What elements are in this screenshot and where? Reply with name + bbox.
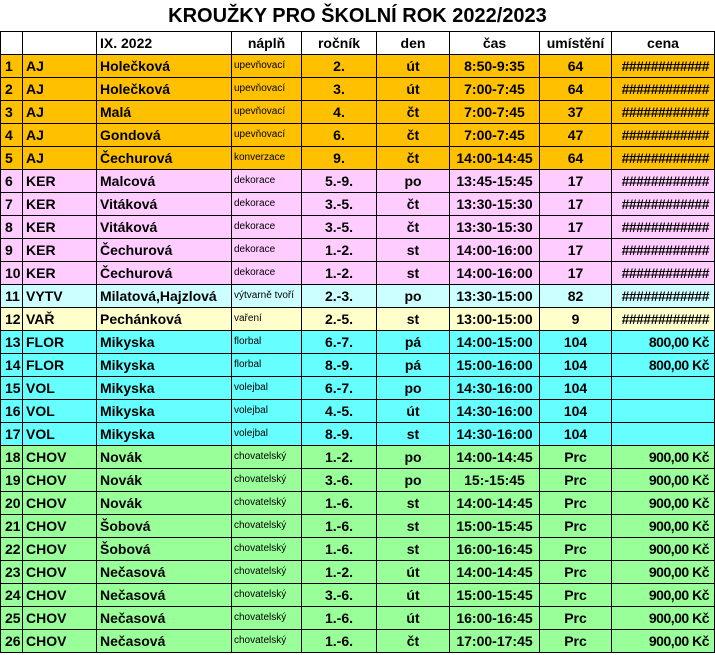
- cell-rocnik: 6.: [302, 124, 377, 147]
- cell-name: Mikyska: [97, 400, 232, 423]
- table-row: [1, 515, 715, 538]
- table-row: [1, 377, 715, 400]
- cell-rocnik: 4.-5.: [302, 400, 377, 423]
- cell-cas: 14:00-14:45: [450, 492, 540, 515]
- cell-cena: [612, 377, 715, 400]
- cell-cas: 14:30-16:00: [450, 377, 540, 400]
- cell-den: pá: [377, 331, 450, 354]
- cell-umisteni: Prc: [540, 446, 612, 469]
- cell-code: CHOV: [23, 584, 97, 607]
- cell-rocnik: 2.: [302, 55, 377, 78]
- cell-rocnik: 1.-6.: [302, 538, 377, 561]
- cell-code: CHOV: [23, 469, 97, 492]
- cell-num: 16: [1, 400, 23, 423]
- cell-cena: 900,00 Kč: [612, 561, 715, 584]
- cell-code: KER: [23, 170, 97, 193]
- cell-num: 14: [1, 354, 23, 377]
- cell-cena: 800,00 Kč: [612, 331, 715, 354]
- cell-rocnik: 1.-2.: [302, 561, 377, 584]
- cell-napln: dekorace: [232, 193, 302, 216]
- cell-num: 2: [1, 78, 23, 101]
- header-umisteni: umístění: [540, 32, 612, 55]
- cell-num: 9: [1, 239, 23, 262]
- cell-code: VYTV: [23, 285, 97, 308]
- header-name: IX. 2022: [97, 32, 232, 55]
- cell-name: Mikyska: [97, 354, 232, 377]
- cell-code: AJ: [23, 101, 97, 124]
- cell-napln: chovatelský: [232, 630, 302, 653]
- cell-cas: 15:-15:45: [450, 469, 540, 492]
- cell-den: út: [377, 55, 450, 78]
- cell-code: AJ: [23, 78, 97, 101]
- cell-name: Milatová,Hajzlová: [97, 285, 232, 308]
- cell-umisteni: Prc: [540, 607, 612, 630]
- cell-code: AJ: [23, 124, 97, 147]
- cell-num: 25: [1, 607, 23, 630]
- cell-cena: 900,00 Kč: [612, 515, 715, 538]
- cell-den: út: [377, 584, 450, 607]
- cell-name: Nečasová: [97, 561, 232, 584]
- cell-den: po: [377, 170, 450, 193]
- cell-den: út: [377, 400, 450, 423]
- cell-rocnik: 9.: [302, 147, 377, 170]
- cell-umisteni: 104: [540, 331, 612, 354]
- table-row: [1, 354, 715, 377]
- cell-napln: florbal: [232, 331, 302, 354]
- cell-code: VOL: [23, 423, 97, 446]
- cell-cena: [612, 423, 715, 446]
- cell-rocnik: 1.-2.: [302, 262, 377, 285]
- cell-num: 3: [1, 101, 23, 124]
- cell-cas: 13:30-15:00: [450, 285, 540, 308]
- cell-napln: chovatelský: [232, 584, 302, 607]
- table-row: [1, 55, 715, 78]
- cell-napln: dekorace: [232, 239, 302, 262]
- cell-den: st: [377, 538, 450, 561]
- cell-umisteni: Prc: [540, 561, 612, 584]
- cell-num: 13: [1, 331, 23, 354]
- cell-num: 5: [1, 147, 23, 170]
- cell-num: 17: [1, 423, 23, 446]
- cell-napln: florbal: [232, 354, 302, 377]
- cell-napln: volejbal: [232, 400, 302, 423]
- cell-napln: výtvarně tvoří: [232, 285, 302, 308]
- cell-napln: dekorace: [232, 170, 302, 193]
- cell-num: 6: [1, 170, 23, 193]
- cell-cas: 7:00-7:45: [450, 124, 540, 147]
- cell-rocnik: 4.: [302, 101, 377, 124]
- table-row: [1, 216, 715, 239]
- cell-num: 11: [1, 285, 23, 308]
- cell-name: Malcová: [97, 170, 232, 193]
- cell-cas: 14:00-16:00: [450, 239, 540, 262]
- cell-cena: 800,00 Kč: [612, 354, 715, 377]
- header-cas: čas: [450, 32, 540, 55]
- cell-cena: ############: [612, 239, 715, 262]
- table-row: [1, 285, 715, 308]
- cell-napln: dekorace: [232, 216, 302, 239]
- cell-name: Šobová: [97, 515, 232, 538]
- cell-cas: 8:50-9:35: [450, 55, 540, 78]
- table-row: [1, 124, 715, 147]
- cell-name: Mikyska: [97, 331, 232, 354]
- cell-umisteni: 64: [540, 55, 612, 78]
- cell-name: Vitáková: [97, 193, 232, 216]
- header-napln: náplň: [232, 32, 302, 55]
- table-row: [1, 446, 715, 469]
- cell-num: 21: [1, 515, 23, 538]
- cell-cena: ############: [612, 147, 715, 170]
- cell-code: KER: [23, 193, 97, 216]
- cell-cas: 15:00-15:45: [450, 515, 540, 538]
- cell-cena: 900,00 Kč: [612, 630, 715, 653]
- cell-rocnik: 6.-7.: [302, 331, 377, 354]
- cell-name: Čechurová: [97, 262, 232, 285]
- cell-den: út: [377, 607, 450, 630]
- cell-den: st: [377, 423, 450, 446]
- cell-rocnik: 3.-6.: [302, 469, 377, 492]
- cell-name: Mikyska: [97, 377, 232, 400]
- cell-umisteni: 64: [540, 147, 612, 170]
- header-code: [23, 32, 97, 55]
- cell-rocnik: 1.-6.: [302, 607, 377, 630]
- table-body: [1, 32, 715, 653]
- cell-num: 1: [1, 55, 23, 78]
- cell-code: CHOV: [23, 446, 97, 469]
- cell-cena: 900,00 Kč: [612, 446, 715, 469]
- cell-cena: 900,00 Kč: [612, 607, 715, 630]
- table-row: [1, 538, 715, 561]
- cell-den: st: [377, 308, 450, 331]
- cell-napln: chovatelský: [232, 561, 302, 584]
- cell-code: VAŘ: [23, 308, 97, 331]
- cell-napln: upevňovací: [232, 101, 302, 124]
- cell-cas: 15:00-16:00: [450, 354, 540, 377]
- table-row: [1, 147, 715, 170]
- cell-umisteni: Prc: [540, 469, 612, 492]
- header-den: den: [377, 32, 450, 55]
- cell-rocnik: 1.-6.: [302, 630, 377, 653]
- cell-napln: vaření: [232, 308, 302, 331]
- table-row: [1, 239, 715, 262]
- cell-umisteni: 17: [540, 216, 612, 239]
- cell-name: Holečková: [97, 78, 232, 101]
- cell-den: pá: [377, 354, 450, 377]
- cell-den: út: [377, 561, 450, 584]
- cell-napln: chovatelský: [232, 492, 302, 515]
- table-row: [1, 469, 715, 492]
- cell-cas: 7:00-7:45: [450, 101, 540, 124]
- cell-rocnik: 8.-9.: [302, 423, 377, 446]
- cell-code: FLOR: [23, 354, 97, 377]
- table-row: [1, 331, 715, 354]
- cell-napln: upevňovací: [232, 78, 302, 101]
- cell-name: Novák: [97, 446, 232, 469]
- cell-rocnik: 8.-9.: [302, 354, 377, 377]
- cell-den: po: [377, 469, 450, 492]
- cell-name: Čechurová: [97, 239, 232, 262]
- cell-num: 12: [1, 308, 23, 331]
- table-row: [1, 630, 715, 653]
- cell-code: FLOR: [23, 331, 97, 354]
- table-row: [1, 607, 715, 630]
- cell-code: VOL: [23, 377, 97, 400]
- cell-cena: [612, 400, 715, 423]
- cell-num: 4: [1, 124, 23, 147]
- cell-cena: ############: [612, 308, 715, 331]
- cell-code: KER: [23, 239, 97, 262]
- cell-cas: 14:00-15:00: [450, 331, 540, 354]
- cell-num: 15: [1, 377, 23, 400]
- cell-napln: upevňovací: [232, 124, 302, 147]
- cell-name: Nečasová: [97, 584, 232, 607]
- cell-num: 8: [1, 216, 23, 239]
- cell-umisteni: Prc: [540, 492, 612, 515]
- cell-rocnik: 3.-6.: [302, 584, 377, 607]
- cell-name: Nečasová: [97, 630, 232, 653]
- cell-code: CHOV: [23, 515, 97, 538]
- cell-code: CHOV: [23, 630, 97, 653]
- cell-den: st: [377, 492, 450, 515]
- cell-num: 20: [1, 492, 23, 515]
- cell-name: Nečasová: [97, 607, 232, 630]
- cell-cas: 13:45-15:45: [450, 170, 540, 193]
- cell-den: st: [377, 515, 450, 538]
- cell-cas: 14:30-16:00: [450, 423, 540, 446]
- cell-den: st: [377, 262, 450, 285]
- cell-cas: 13:30-15:30: [450, 216, 540, 239]
- cell-num: 22: [1, 538, 23, 561]
- cell-rocnik: 6.-7.: [302, 377, 377, 400]
- cell-cas: 15:00-15:45: [450, 584, 540, 607]
- cell-umisteni: 104: [540, 377, 612, 400]
- cell-umisteni: 104: [540, 400, 612, 423]
- table-row: [1, 193, 715, 216]
- cell-code: KER: [23, 216, 97, 239]
- cell-code: AJ: [23, 147, 97, 170]
- cell-name: Novák: [97, 469, 232, 492]
- cell-napln: chovatelský: [232, 446, 302, 469]
- cell-umisteni: 104: [540, 354, 612, 377]
- cell-num: 7: [1, 193, 23, 216]
- cell-napln: dekorace: [232, 262, 302, 285]
- cell-cena: ############: [612, 262, 715, 285]
- cell-umisteni: 104: [540, 423, 612, 446]
- table-row: [1, 170, 715, 193]
- cell-num: 10: [1, 262, 23, 285]
- cell-cena: 900,00 Kč: [612, 584, 715, 607]
- cell-name: Šobová: [97, 538, 232, 561]
- cell-umisteni: 82: [540, 285, 612, 308]
- cell-name: Holečková: [97, 55, 232, 78]
- cell-umisteni: 17: [540, 170, 612, 193]
- cell-napln: chovatelský: [232, 607, 302, 630]
- cell-umisteni: 17: [540, 262, 612, 285]
- table-row: [1, 584, 715, 607]
- cell-napln: chovatelský: [232, 515, 302, 538]
- cell-name: Novák: [97, 492, 232, 515]
- cell-code: AJ: [23, 55, 97, 78]
- clubs-table: [0, 31, 715, 653]
- cell-cas: 14:00-14:45: [450, 446, 540, 469]
- cell-den: út: [377, 78, 450, 101]
- cell-rocnik: 1.-2.: [302, 239, 377, 262]
- cell-rocnik: 2.-3.: [302, 285, 377, 308]
- cell-rocnik: 2.-5.: [302, 308, 377, 331]
- table-row: [1, 400, 715, 423]
- cell-den: st: [377, 239, 450, 262]
- table-row: [1, 262, 715, 285]
- cell-code: CHOV: [23, 492, 97, 515]
- cell-num: 18: [1, 446, 23, 469]
- cell-num: 19: [1, 469, 23, 492]
- cell-cas: 14:30-16:00: [450, 400, 540, 423]
- cell-cas: 14:00-14:45: [450, 147, 540, 170]
- cell-napln: volejbal: [232, 377, 302, 400]
- cell-cas: 13:30-15:30: [450, 193, 540, 216]
- cell-den: po: [377, 285, 450, 308]
- cell-cas: 13:00-15:00: [450, 308, 540, 331]
- cell-cas: 16:00-16:45: [450, 538, 540, 561]
- table-row: [1, 561, 715, 584]
- cell-name: Mikyska: [97, 423, 232, 446]
- cell-den: čt: [377, 630, 450, 653]
- cell-cas: 14:00-14:45: [450, 561, 540, 584]
- cell-cas: 14:00-16:00: [450, 262, 540, 285]
- cell-napln: volejbal: [232, 423, 302, 446]
- cell-den: čt: [377, 101, 450, 124]
- cell-den: po: [377, 446, 450, 469]
- cell-cena: ############: [612, 285, 715, 308]
- cell-umisteni: 9: [540, 308, 612, 331]
- table-row: [1, 78, 715, 101]
- cell-cena: ############: [612, 193, 715, 216]
- cell-num: 26: [1, 630, 23, 653]
- cell-rocnik: 1.-6.: [302, 492, 377, 515]
- cell-cas: 17:00-17:45: [450, 630, 540, 653]
- cell-rocnik: 3.-5.: [302, 193, 377, 216]
- header-num: [1, 32, 23, 55]
- cell-umisteni: 64: [540, 78, 612, 101]
- cell-cas: 7:00-7:45: [450, 78, 540, 101]
- cell-umisteni: 47: [540, 124, 612, 147]
- cell-umisteni: 17: [540, 239, 612, 262]
- cell-den: čt: [377, 147, 450, 170]
- cell-code: CHOV: [23, 607, 97, 630]
- cell-cena: ############: [612, 216, 715, 239]
- table-row: [1, 423, 715, 446]
- cell-name: Pechánková: [97, 308, 232, 331]
- cell-umisteni: 37: [540, 101, 612, 124]
- cell-name: Vitáková: [97, 216, 232, 239]
- cell-rocnik: 1.-6.: [302, 515, 377, 538]
- cell-cas: 16:00-16:45: [450, 607, 540, 630]
- cell-num: 24: [1, 584, 23, 607]
- cell-den: čt: [377, 193, 450, 216]
- cell-cena: ############: [612, 170, 715, 193]
- cell-code: KER: [23, 262, 97, 285]
- cell-den: po: [377, 377, 450, 400]
- cell-cena: 900,00 Kč: [612, 538, 715, 561]
- cell-den: čt: [377, 124, 450, 147]
- cell-umisteni: Prc: [540, 538, 612, 561]
- cell-cena: ############: [612, 101, 715, 124]
- cell-code: CHOV: [23, 561, 97, 584]
- cell-napln: konverzace: [232, 147, 302, 170]
- cell-cena: 900,00 Kč: [612, 492, 715, 515]
- cell-napln: upevňovací: [232, 55, 302, 78]
- cell-cena: ############: [612, 124, 715, 147]
- cell-umisteni: 17: [540, 193, 612, 216]
- cell-napln: chovatelský: [232, 538, 302, 561]
- cell-umisteni: Prc: [540, 515, 612, 538]
- cell-num: 23: [1, 561, 23, 584]
- cell-napln: chovatelský: [232, 469, 302, 492]
- header-row: [1, 32, 715, 55]
- cell-rocnik: 3.-5.: [302, 216, 377, 239]
- cell-den: čt: [377, 216, 450, 239]
- cell-umisteni: Prc: [540, 584, 612, 607]
- table-row: [1, 101, 715, 124]
- cell-cena: ############: [612, 55, 715, 78]
- page-title: KROUŽKY PRO ŠKOLNÍ ROK 2022/2023: [168, 5, 547, 27]
- table-row: [1, 308, 715, 331]
- cell-cena: 900,00 Kč: [612, 469, 715, 492]
- cell-name: Malá: [97, 101, 232, 124]
- cell-umisteni: Prc: [540, 630, 612, 653]
- cell-rocnik: 5.-9.: [302, 170, 377, 193]
- cell-name: Čechurová: [97, 147, 232, 170]
- cell-code: VOL: [23, 400, 97, 423]
- table-row: [1, 492, 715, 515]
- cell-rocnik: 1.-2.: [302, 446, 377, 469]
- header-rocnik: ročník: [302, 32, 377, 55]
- cell-rocnik: 3.: [302, 78, 377, 101]
- cell-name: Gondová: [97, 124, 232, 147]
- header-cena: cena: [612, 32, 715, 55]
- cell-cena: ############: [612, 78, 715, 101]
- cell-code: CHOV: [23, 538, 97, 561]
